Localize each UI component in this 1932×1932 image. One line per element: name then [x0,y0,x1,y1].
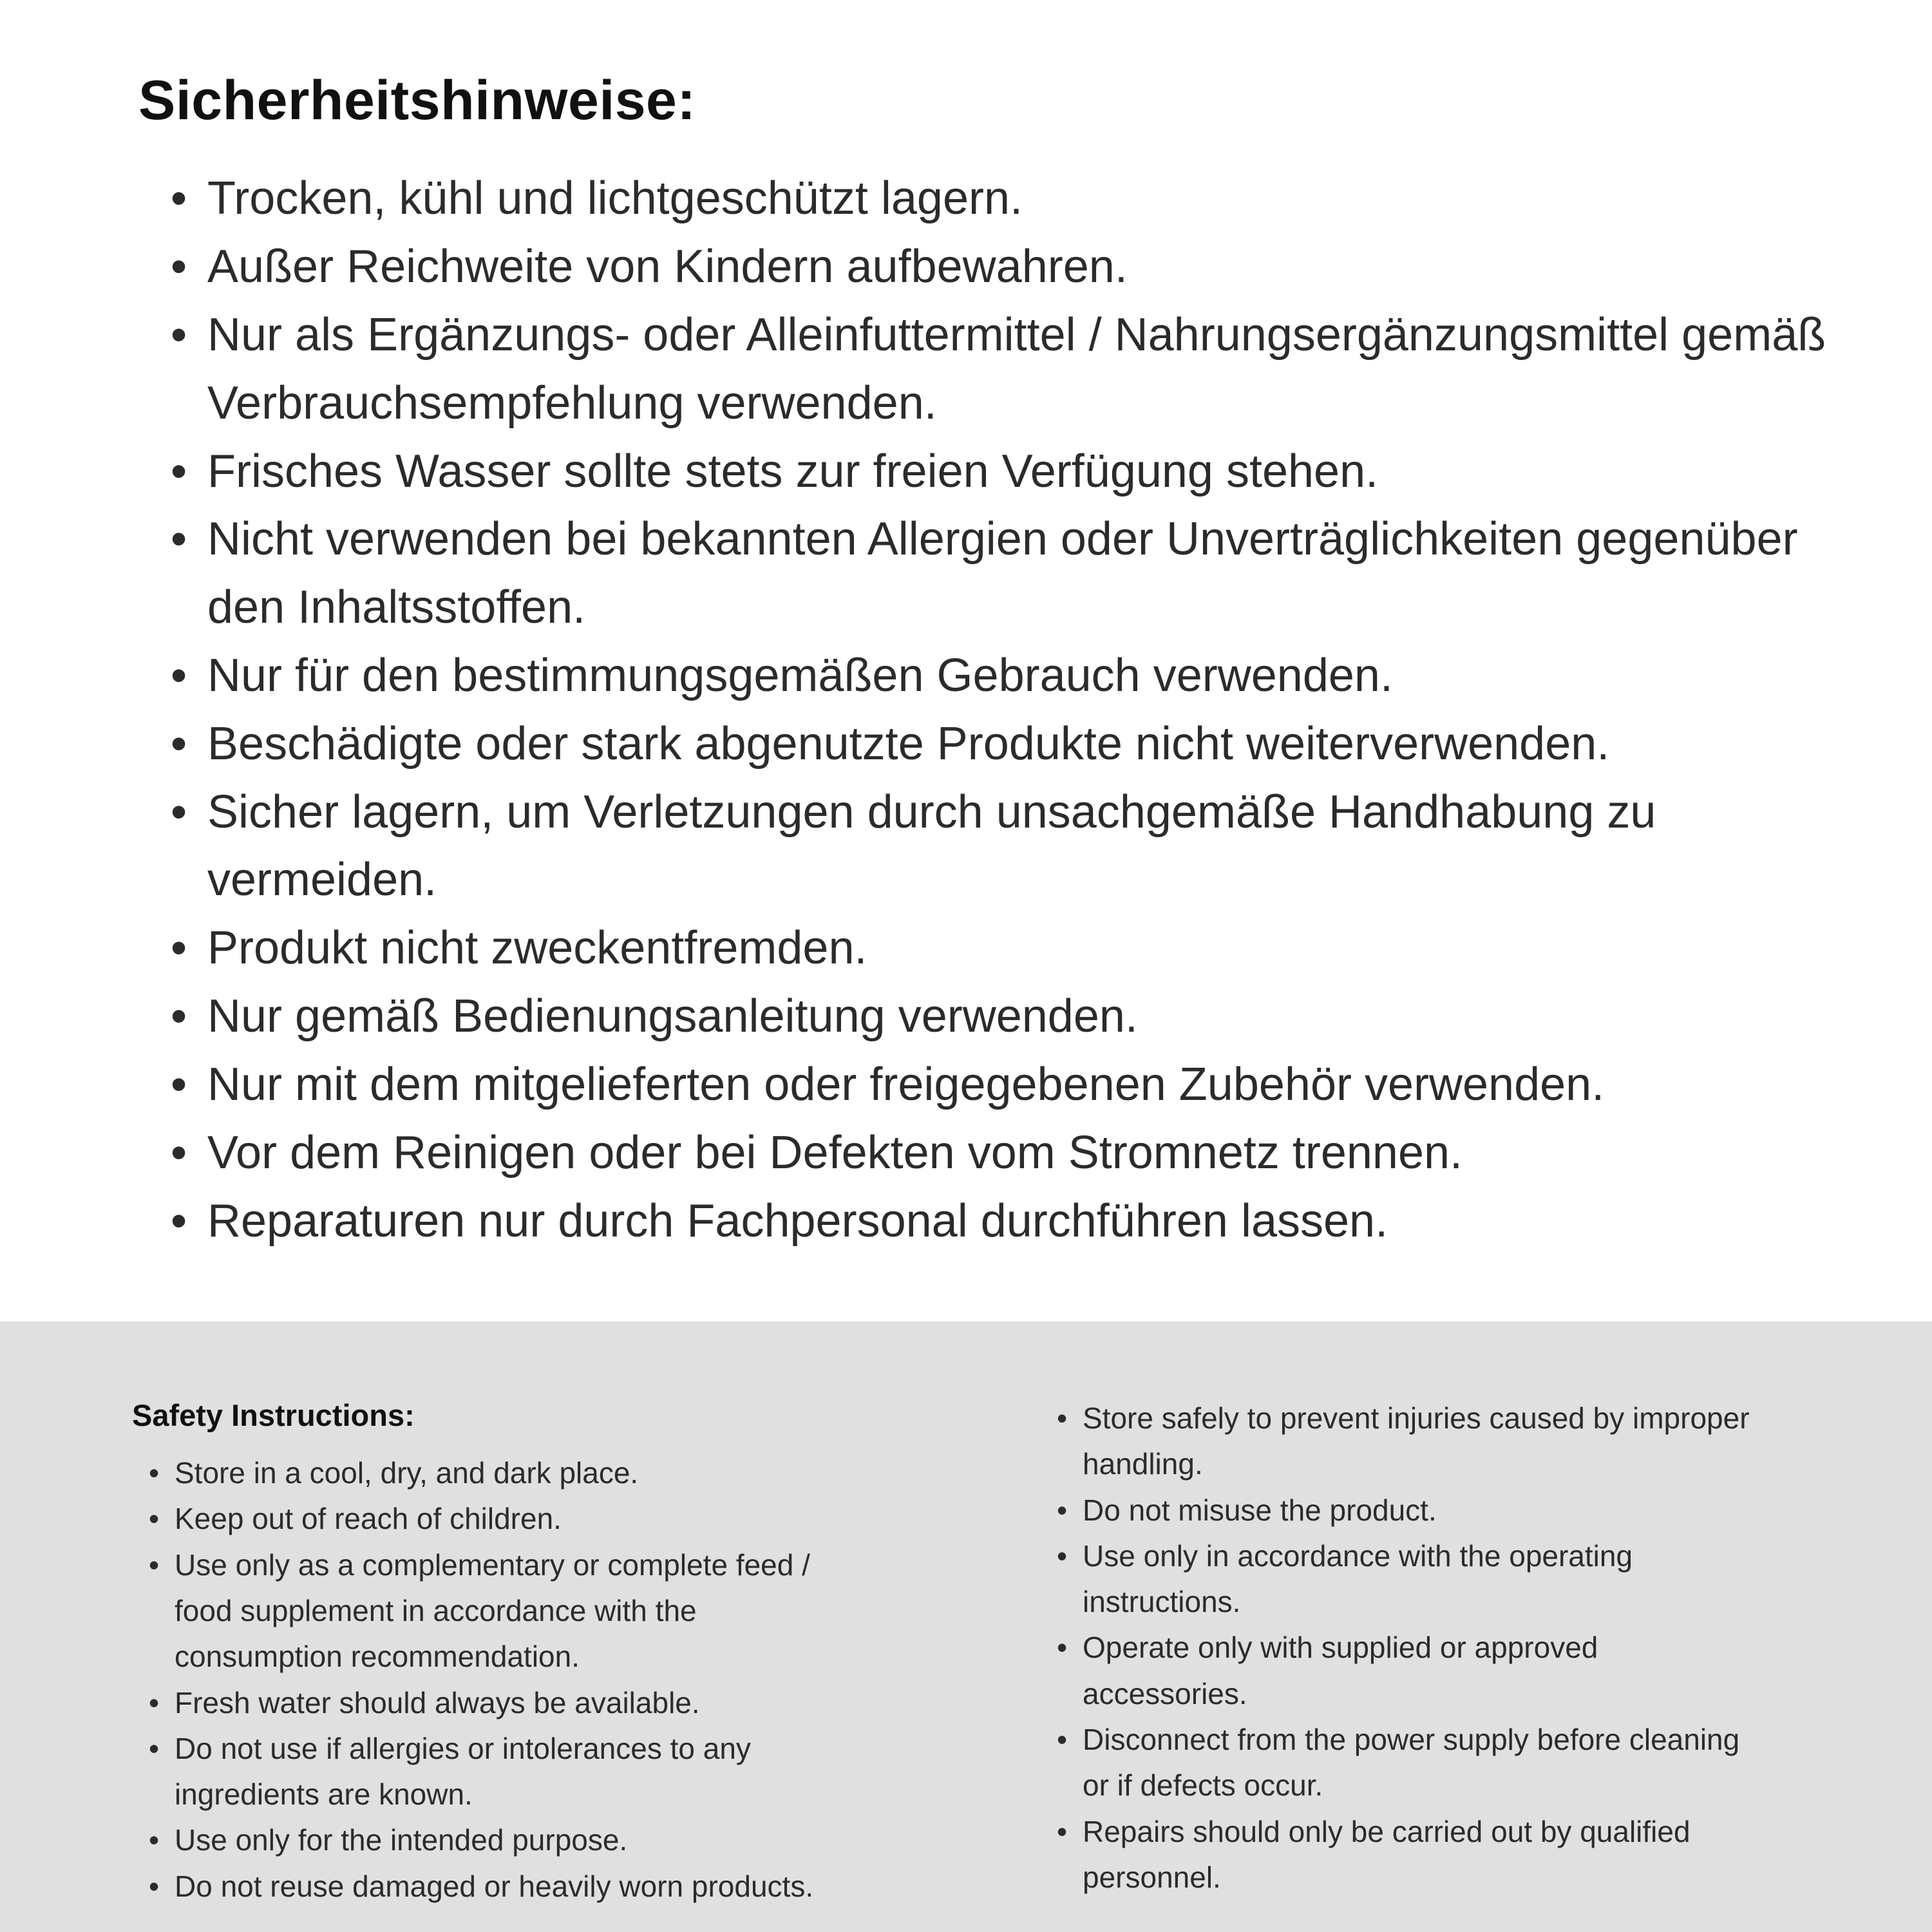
list-item: • Reparaturen nur durch Fachpersonal durchführen lassen. [138,1188,1832,1256]
list-item: • Do not misuse the product. [1040,1488,1768,1533]
english-section-title: Safety Instructions: [132,1398,415,1432]
list-item: • Nur gemäß Bedienungsanleitung verwenden. [138,983,1832,1051]
list-item: • Trocken, kühl und lichtgeschützt lagern. [138,165,1832,233]
list-item: • Store in a cool, dry, and dark place. [132,1450,860,1496]
list-item: • Disconnect from the power supply before cleaning or if defects occur. [1040,1717,1768,1809]
list-item: • Produkt nicht zweckentfremden. [138,914,1832,983]
list-item: • Außer Reichweite von Kindern aufbewahren. [138,233,1832,301]
list-item: • Use only in accordance with the operating instructions. [1040,1533,1768,1625]
german-section-title: Sicherheitshinweise: [138,70,696,131]
list-item: • Vor dem Reinigen oder bei Defekten vom Stromnetz trennen. [138,1119,1832,1188]
list-item: • Beschädigte oder stark abgenutzte Produkte nicht weiterverwenden. [138,710,1832,779]
english-right-column [1040,1396,1768,1900]
english-left-column [132,1396,860,1909]
german-safety-list [138,165,1832,1255]
list-item: • Nur mit dem mitgelieferten oder freigegebenen Zubehör verwenden. [138,1051,1832,1119]
list-item: • Use only for the intended purpose. [132,1817,860,1863]
list-item: • Store safely to prevent injuries caused by improper handling. [1040,1396,1768,1488]
list-item: • Nur für den bestimmungsgemäßen Gebrauch verwenden. [138,642,1832,710]
list-item: • Frisches Wasser sollte stets zur freien Verfügung stehen. [138,438,1832,506]
list-item: • Do not reuse damaged or heavily worn products. [132,1864,860,1909]
english-right-list [1040,1396,1768,1900]
list-item: • Nur als Ergänzungs- oder Alleinfuttermittel / Nahrungsergänzungsmittel gemäß Verbrauchsempfehlung verwenden. [138,301,1832,438]
english-safety-section [0,1321,1932,1932]
list-item: • Fresh water should always be available. [132,1680,860,1726]
list-item: • Operate only with supplied or approved accessories. [1040,1625,1768,1717]
list-item: • Nicht verwenden bei bekannten Allergien oder Unverträglichkeiten gegenüber den Inhaltsstoffen. [138,506,1832,642]
list-item: • Do not use if allergies or intolerances to any ingredients are known. [132,1726,860,1818]
list-item: • Keep out of reach of children. [132,1496,860,1542]
list-item: • Use only as a complementary or complete feed / food supplement in accordance with the consumption recommendation. [132,1542,860,1680]
list-item: • Sicher lagern, um Verletzungen durch unsachgemäße Handhabung zu vermeiden. [138,779,1832,915]
english-left-list [132,1450,860,1909]
list-item: • Repairs should only be carried out by qualified personnel. [1040,1809,1768,1901]
